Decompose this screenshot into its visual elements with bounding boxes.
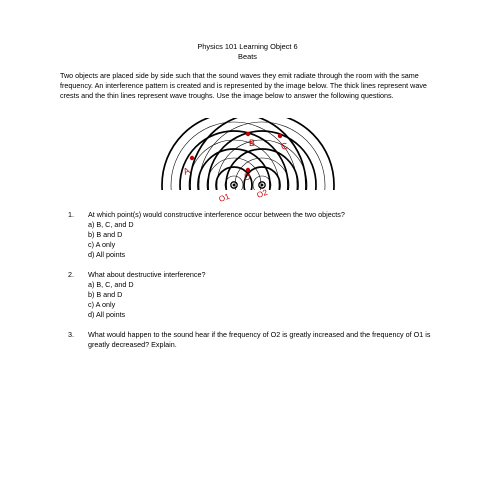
answer-option: b) B and D [88, 230, 123, 239]
question-number: 3. [68, 330, 74, 339]
question-text: At which point(s) would constructive interference occur between the two objects? [88, 210, 345, 219]
question-3 [68, 330, 438, 350]
answer-option: d) All points [88, 250, 126, 259]
interference-diagram [146, 118, 350, 210]
answer-option: b) B and D [88, 290, 123, 299]
question-2 [68, 270, 438, 320]
answer-option: a) B, C, and D [88, 280, 134, 289]
answer-options [88, 220, 438, 260]
question-list [68, 210, 438, 350]
point-a-label: A [181, 165, 192, 177]
point-c-label: C [279, 140, 289, 152]
document-title: Physics 101 Learning Object 6 [197, 42, 298, 51]
question-1 [68, 210, 438, 260]
interference-figure [146, 118, 350, 210]
point-b-label: B [249, 138, 256, 148]
point-d-label: D [244, 172, 251, 182]
answer-option: c) A only [88, 300, 116, 309]
question-number: 1. [68, 210, 74, 219]
source-o1 [231, 182, 237, 188]
answer-options [88, 280, 438, 320]
wave-trough-o2 [217, 140, 307, 210]
answer-option: c) A only [88, 240, 116, 249]
point-c-marker [278, 134, 282, 138]
answer-option: a) B, C, and D [88, 220, 134, 229]
point-a-marker [190, 156, 194, 160]
question-text: What about destructive interference? [88, 270, 206, 279]
point-b-marker [246, 132, 250, 136]
question-number: 2. [68, 270, 74, 279]
question-text: What would happen to the sound hear if the frequency of O2 is greatly increased and the frequency of O1 is greatly decreased? Explain. [88, 330, 431, 349]
document-header [0, 42, 495, 62]
intro-paragraph: Two objects are placed side by side such that the sound waves they emit radiate through the room with the same frequency. An interference pattern is created and is represented by the image below. The thick lines represent wave crests and the thin lines represent wave troughs. Use the image below to answer the following questions. [60, 71, 427, 100]
answer-option: d) All points [88, 310, 126, 319]
wave-trough-o1 [189, 140, 279, 210]
document-subtitle: Beats [238, 52, 257, 61]
source-o1-label: O1 [217, 191, 231, 204]
source-o2-label: O2 [255, 187, 269, 200]
